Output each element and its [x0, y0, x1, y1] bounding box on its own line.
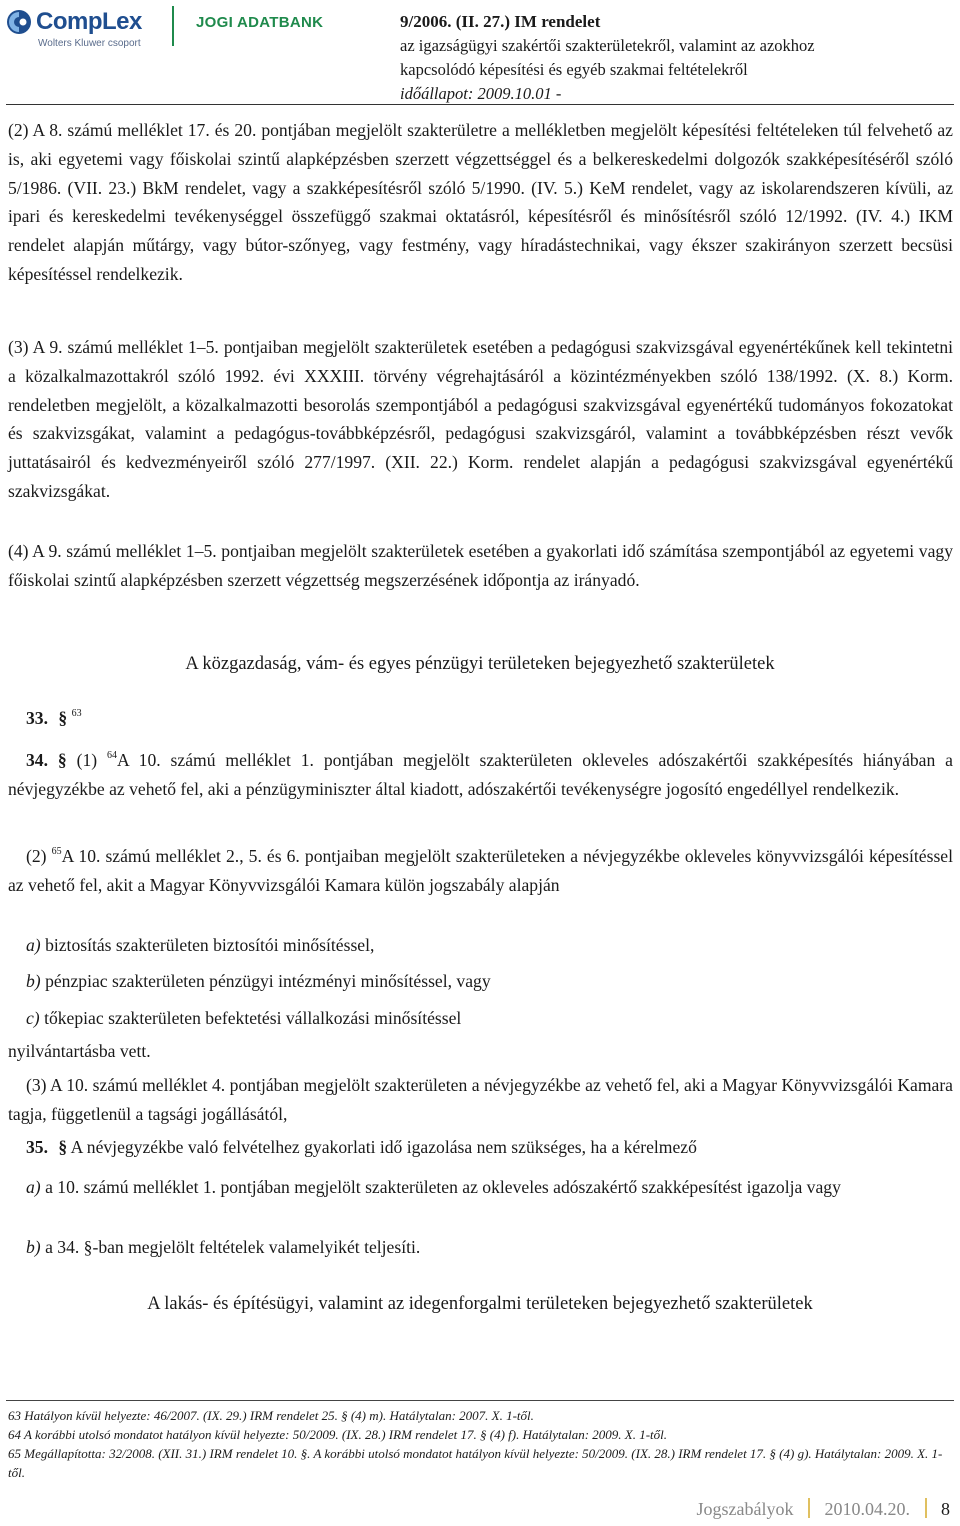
footer-separator — [808, 1498, 810, 1518]
section-35-number: 35. — [26, 1137, 48, 1157]
section-35 — [26, 1137, 697, 1158]
footnote-ref-65[interactable]: 65 — [51, 846, 62, 857]
header-separator — [172, 6, 174, 46]
section-33 — [26, 708, 82, 729]
list-item-a — [26, 935, 374, 956]
jogi-adatbank-logo: JOGI ADATBANK — [196, 14, 324, 31]
footer-date: 2010.04.20. — [824, 1499, 910, 1519]
section-34-paragraph-2-text: A 10. számú melléklet 2., 5. és 6. pontjaiban megjelölt szakterületeken a névjegyzékbe okleveles könyvvizsgálói képesítéssel az vehető fel, akit a Magyar Könyvvizsgálói Kamara külön jogszabály alapján — [8, 846, 953, 895]
section-34-paragraph-1-text: A 10. számú melléklet 1. pontjában megjelölt szakterületen okleveles adószakértői szakképesítés hiányában a névjegyzékbe az vehető fel, aki a pénzügyminiszter által kiadott, adószakértői tevékenységre jogosító engedéllyel rendelkezik. — [8, 750, 953, 799]
list-item-c — [26, 1008, 461, 1029]
complex-logo-name: CompLex — [36, 8, 142, 35]
section-33-number: 33. — [26, 708, 48, 728]
section-35-item-b-text: a 34. §-ban megjelölt feltételek valamelyikét teljesíti. — [45, 1237, 421, 1257]
registration-line: nyilvántartásba vett. — [8, 1041, 151, 1061]
paragraph-4: (4) A 9. számú melléklet 1–5. pontjaiban megjelölt szakterületek esetében a gyakorlati idő számítása szempontjából az egyetemi vagy főiskolai szintű alapképzésben szerzett végzettség megszerzésének időpontja az irányadó. — [8, 541, 953, 590]
section-35-item-a-label: a) — [26, 1177, 41, 1197]
list-item-c-label: c) — [26, 1008, 40, 1028]
section-34-paragraph-1 — [8, 746, 953, 804]
document-effective-date: időállapot: 2009.10.01 - — [400, 84, 562, 103]
footnote-65: 65 Megállapította: 32/2008. (XII. 31.) IRM rendelet 10. §. A korábbi utolsó mondatot hatályon kívül helyezte: 50/2009. (IX. 28.) IRM rendelet 17. § (4) g). Hatálytalan: 2009. X. 1-től. — [8, 1446, 943, 1480]
section-35-item-a-text: a 10. számú melléklet 1. pontjában megjelölt szakterületen az okleveles adószakértő szakképesítést igazolja vagy — [45, 1177, 841, 1197]
list-item-a-text: biztosítás szakterületen biztosítói minősítéssel, — [45, 935, 375, 955]
footnote-64: 64 A korábbi utolsó mondatot hatályon kívül helyezte: 50/2009. (IX. 28.) IRM rendelet 17. § (4) f). Hatálytalan: 2009. X. 1-től. — [8, 1427, 668, 1442]
footnote-rule — [6, 1400, 954, 1401]
section-heading-housing-text: A lakás- és építésügyi, valamint az idegenforgalmi területeken bejegyezhető szakterületek — [147, 1294, 813, 1314]
section-35-text: A névjegyzékbe való felvételhez gyakorlati idő igazolása nem szükséges, ha a kérelmező — [70, 1137, 697, 1157]
paragraph-3: (3) A 9. számú melléklet 1–5. pontjaiban megjelölt szakterületek esetében a pedagógusi szakvizsgával egyenértékűnek kell tekintetni a közalkalmazottakról szóló 1992. évi XXXIII. törvény végrehajtásáról a közintézményekben szóló 138/1992. (X. 8.) Korm. rendeletben megjelölt, a közalkalmazotti besorolás szempontjából a pedagógusi szakvizsgával egyenértékű tudományos fokozatokat és szakvizsgákat, valamint a pedagógus-továbbképzésről, pedagógusi szakvizsgáról, valamint a továbbképzésben részt vevők juttatásairól és kedvezményeiről szóló 277/1997. (XII. 22.) Korm. rendelet alapján a pedagógusi szakvizsgával egyenértékű szakvizsgákat. — [8, 337, 953, 501]
footnote-ref-63[interactable]: 63 — [71, 708, 82, 719]
page-footer — [697, 1498, 950, 1520]
section-heading-economy-text: A közgazdaság, vám- és egyes pénzügyi területeken bejegyezhető szakterületek — [185, 654, 775, 674]
list-item-b — [26, 971, 491, 992]
section-33-sign: § — [58, 708, 68, 728]
paragraph-2: (2) A 8. számú melléklet 17. és 20. pontjában megjelölt szakterületre a mellékletben megjelölt képesítési feltételeken túl felvehető az is, aki egyetemi vagy főiskolai szintű alapképzésben szerzett végzettséggel és a belkereskedelmi dolgozók szakképesítéséről szóló 5/1986. (VII. 23.) BkM rendelet, vagy a szakképesítésről szóló 5/1990. (IV. 5.) KeM rendelet, vagy az iskolarendszeren kívüli, az ipari és kereskedelmi tevékenységgel összefüggő szakmai oktatásról, képesítésről és minősítésről szóló 12/1992. (IV. 4.) IKM rendelet alapján műtárgy, vagy bútor-szőnyeg, vagy festmény, vagy híradástechnikai, vagy ékszer szakirányon szerzett becsüsi képesítéssel rendelkezik. — [8, 120, 953, 284]
section-34-subsection-2: (2) — [26, 846, 47, 866]
complex-logo-subtitle: Wolters Kluwer csoport — [38, 38, 141, 49]
list-item-a-label: a) — [26, 935, 41, 955]
footer-label: Jogszabályok — [696, 1499, 794, 1519]
section-34-subsection-1: (1) — [76, 750, 98, 770]
footnote-ref-64[interactable]: 64 — [107, 750, 118, 761]
section-34-number: 34. — [26, 750, 48, 770]
footer-separator-2 — [925, 1498, 927, 1518]
section-35-item-b — [26, 1237, 420, 1258]
section-34-paragraph-2 — [8, 842, 953, 900]
section-34-sign: § — [57, 750, 67, 770]
document-title: 9/2006. (II. 27.) IM rendelet — [400, 12, 601, 31]
document-subtitle-line-2: kapcsolódó képesítési és egyéb szakmai feltételekről — [400, 60, 748, 79]
section-35-item-a — [8, 1173, 953, 1202]
list-item-b-label: b) — [26, 971, 41, 991]
list-item-b-text: pénzpiac szakterületen pénzügyi intézményi minősítéssel, vagy — [45, 971, 491, 991]
section-34-paragraph-3: (3) A 10. számú melléklet 4. pontjában megjelölt szakterületen a névjegyzékbe az vehető fel, aki a Magyar Könyvvizsgálói Kamara tagja, függetlenül a tagsági jogállásától, — [8, 1075, 953, 1124]
complex-logo-icon — [6, 9, 32, 35]
section-heading-housing — [0, 1294, 960, 1315]
page-header — [0, 0, 960, 110]
section-35-sign: § — [58, 1137, 68, 1157]
document-header-text — [400, 10, 956, 106]
complex-logo — [6, 6, 166, 49]
document-subtitle-line-1: az igazságügyi szakértői szakterületekről, valamint az azokhoz — [400, 36, 815, 55]
footnote-63: 63 Hatályon kívül helyezte: 46/2007. (IX. 29.) IRM rendelet 25. § (4) m). Hatálytalan: 2007. X. 1-től. — [8, 1408, 534, 1423]
header-rule — [6, 104, 954, 105]
section-35-item-b-label: b) — [26, 1237, 41, 1257]
section-heading-economy — [0, 654, 960, 675]
list-item-c-text: tőkepiac szakterületen befektetési vállalkozási minősítéssel — [44, 1008, 462, 1028]
page-number: 8 — [941, 1499, 950, 1519]
